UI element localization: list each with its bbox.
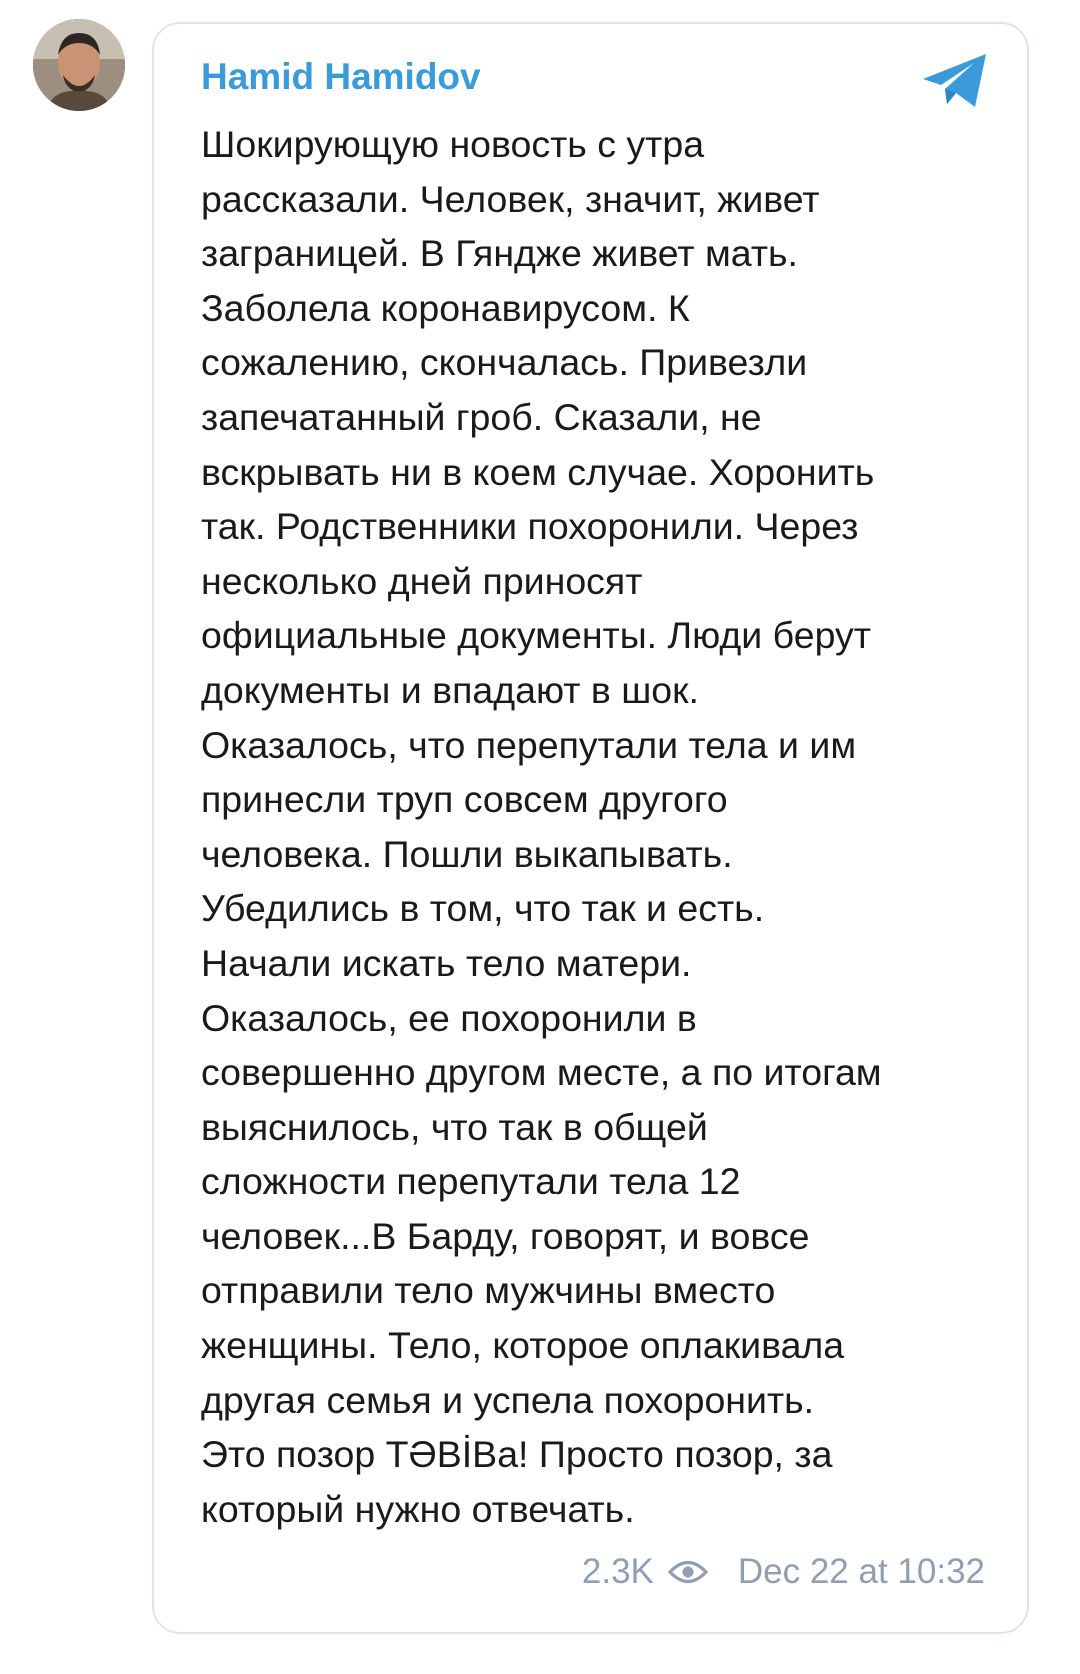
message-timestamp: Dec 22 at 10:32 bbox=[737, 1552, 985, 1591]
eye-icon bbox=[668, 1559, 708, 1585]
message-meta bbox=[582, 1551, 985, 1593]
author-avatar[interactable] bbox=[33, 19, 125, 111]
message-text: Шокирующую новость с утра рассказали. Человек, значит, живет заграницей. В Гяндже живет мать. Заболела коронавирусом. К сожалению, скончалась. Привезли запечатанный гроб. Сказали, не вскрывать ни в коем случае. Хоронить так. Родственники похоронили. Через несколько дней приносят официальные документы. Люди берут документы и впадают в шок. Оказалось, что перепутали тела и им принесли труп совсем другого человека. Пошли выкапывать. Убедились в том, что так и есть. Начали искать тело матери. Оказалось, ее похоронили в совершенно другом месте, а по итогам выяснилось, что так в общей сложности перепутали тела 12 человек...В Барду, говорят, и вовсе отправили тело мужчины вместо женщины. Тело, которое оплакивала другая семья и успела похоронить. Это позор ТӘВİВа! Просто позор, за который нужно отвечать. bbox=[201, 123, 882, 1530]
telegram-icon[interactable] bbox=[920, 50, 990, 112]
avatar-photo bbox=[33, 19, 125, 111]
views-count: 2.3K bbox=[581, 1552, 654, 1591]
author-name[interactable]: Hamid Hamidov bbox=[201, 56, 481, 97]
